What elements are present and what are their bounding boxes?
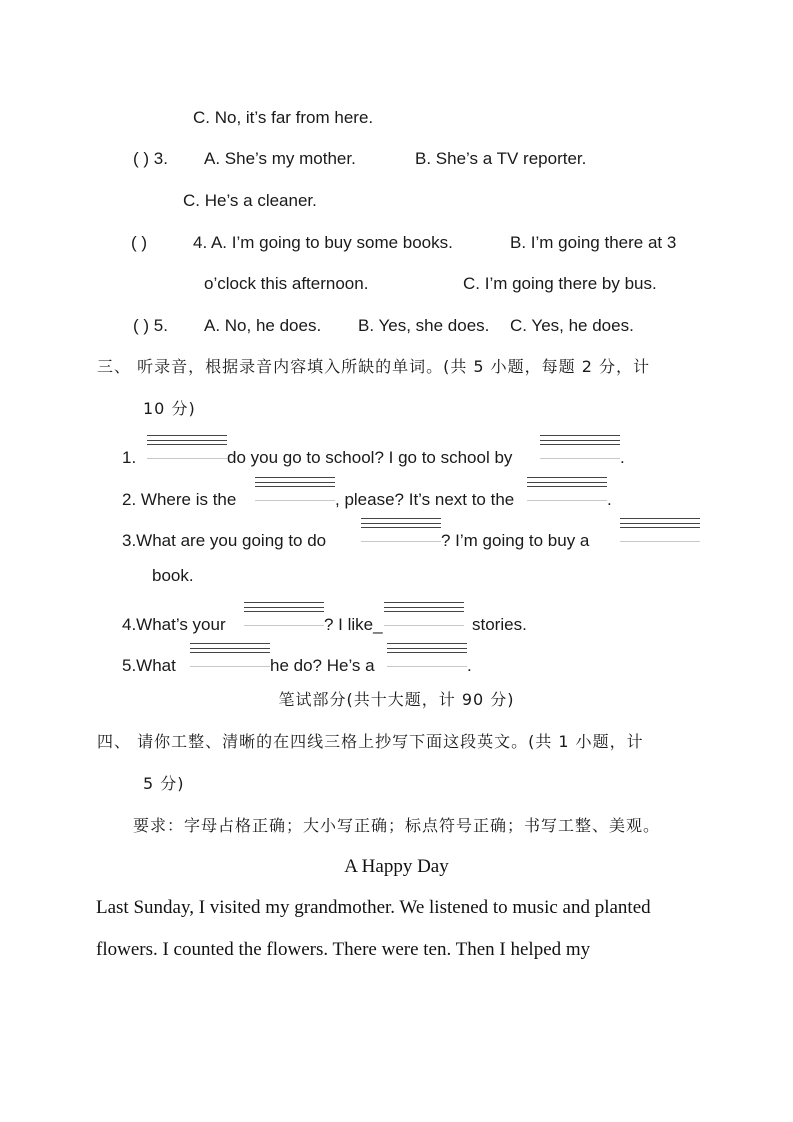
q3-option-a: A. She’s my mother.: [204, 149, 356, 168]
q4-option-a: 4. A. I’m going to buy some books.: [193, 233, 453, 252]
fill-blank-4b[interactable]: [384, 602, 464, 626]
q3-answer-bracket: ( ) 3.: [133, 149, 168, 168]
fill-blank-5b[interactable]: [387, 643, 467, 667]
section3-heading-continued: 10 分): [143, 399, 196, 418]
fill-blank-1a[interactable]: [147, 435, 227, 459]
section4-heading: 四、 请你工整、清晰的在四线三格上抄写下面这段英文。(共 1 小题，计: [97, 732, 644, 751]
fill-item-3-text-start: 3.What are you going to do: [122, 531, 327, 550]
fill-item-3-text-middle: ? I’m going to buy a: [441, 531, 590, 550]
fill-item-4-text-start: 4.What’s your: [122, 615, 226, 634]
section3-heading: 三、 听录音，根据录音内容填入所缺的单词。(共 5 小题，每题 2 分，计: [97, 357, 651, 376]
passage-line-2: flowers. I counted the flowers. There were ten. Then I helped my: [96, 939, 591, 960]
q5-option-a: A. No, he does.: [204, 316, 322, 335]
q4-answer-bracket: ( ): [131, 233, 148, 252]
q3-option-c: C. He’s a cleaner.: [183, 191, 317, 210]
q5-option-c: C. Yes, he does.: [510, 316, 634, 335]
fill-item-4-text-end: stories.: [472, 615, 527, 634]
passage-line-1: Last Sunday, I visited my grandmother. We listened to music and planted: [96, 897, 651, 918]
passage-title: A Happy Day: [344, 856, 449, 877]
fill-blank-2b[interactable]: [527, 477, 607, 501]
fill-item-1-number: 1.: [122, 448, 137, 467]
fill-item-5-text-start: 5.What: [122, 656, 176, 675]
q4-option-b-continued: o’clock this afternoon.: [204, 274, 369, 293]
q5-answer-bracket: ( ) 5.: [133, 316, 168, 335]
fill-blank-1b[interactable]: [540, 435, 620, 459]
fill-blank-5a[interactable]: [190, 643, 270, 667]
q4-option-b: B. I’m going there at 3: [510, 233, 677, 252]
fill-item-5-text-middle: he do? He’s a: [270, 656, 375, 675]
fill-item-2-text-start: 2. Where is the: [122, 490, 237, 509]
fill-item-3-continued: book.: [152, 566, 194, 585]
section4-requirements: 要求：字母占格正确；大小写正确；标点符号正确；书写工整、美观。: [133, 816, 661, 835]
fill-item-2-text-middle: , please? It’s next to the: [335, 490, 515, 509]
fill-blank-3b[interactable]: [620, 518, 700, 542]
fill-item-1-end: .: [620, 448, 625, 467]
fill-item-1-text: do you go to school? I go to school by: [227, 448, 513, 467]
written-part-title: 笔试部分(共十大题，计 90 分): [278, 690, 515, 709]
fill-blank-2a[interactable]: [255, 477, 335, 501]
q3-option-b: B. She’s a TV reporter.: [415, 149, 587, 168]
q4-option-c: C. I’m going there by bus.: [463, 274, 657, 293]
fill-item-2-end: .: [607, 490, 612, 509]
fill-blank-3a[interactable]: [361, 518, 441, 542]
section4-heading-continued: 5 分): [143, 774, 185, 793]
fill-blank-4a[interactable]: [244, 602, 324, 626]
fill-item-4-text-middle: ? I like_: [324, 615, 383, 634]
q2-option-c: C. No, it’s far from here.: [193, 108, 374, 127]
q5-option-b: B. Yes, she does.: [358, 316, 490, 335]
fill-item-5-end: .: [467, 656, 472, 675]
